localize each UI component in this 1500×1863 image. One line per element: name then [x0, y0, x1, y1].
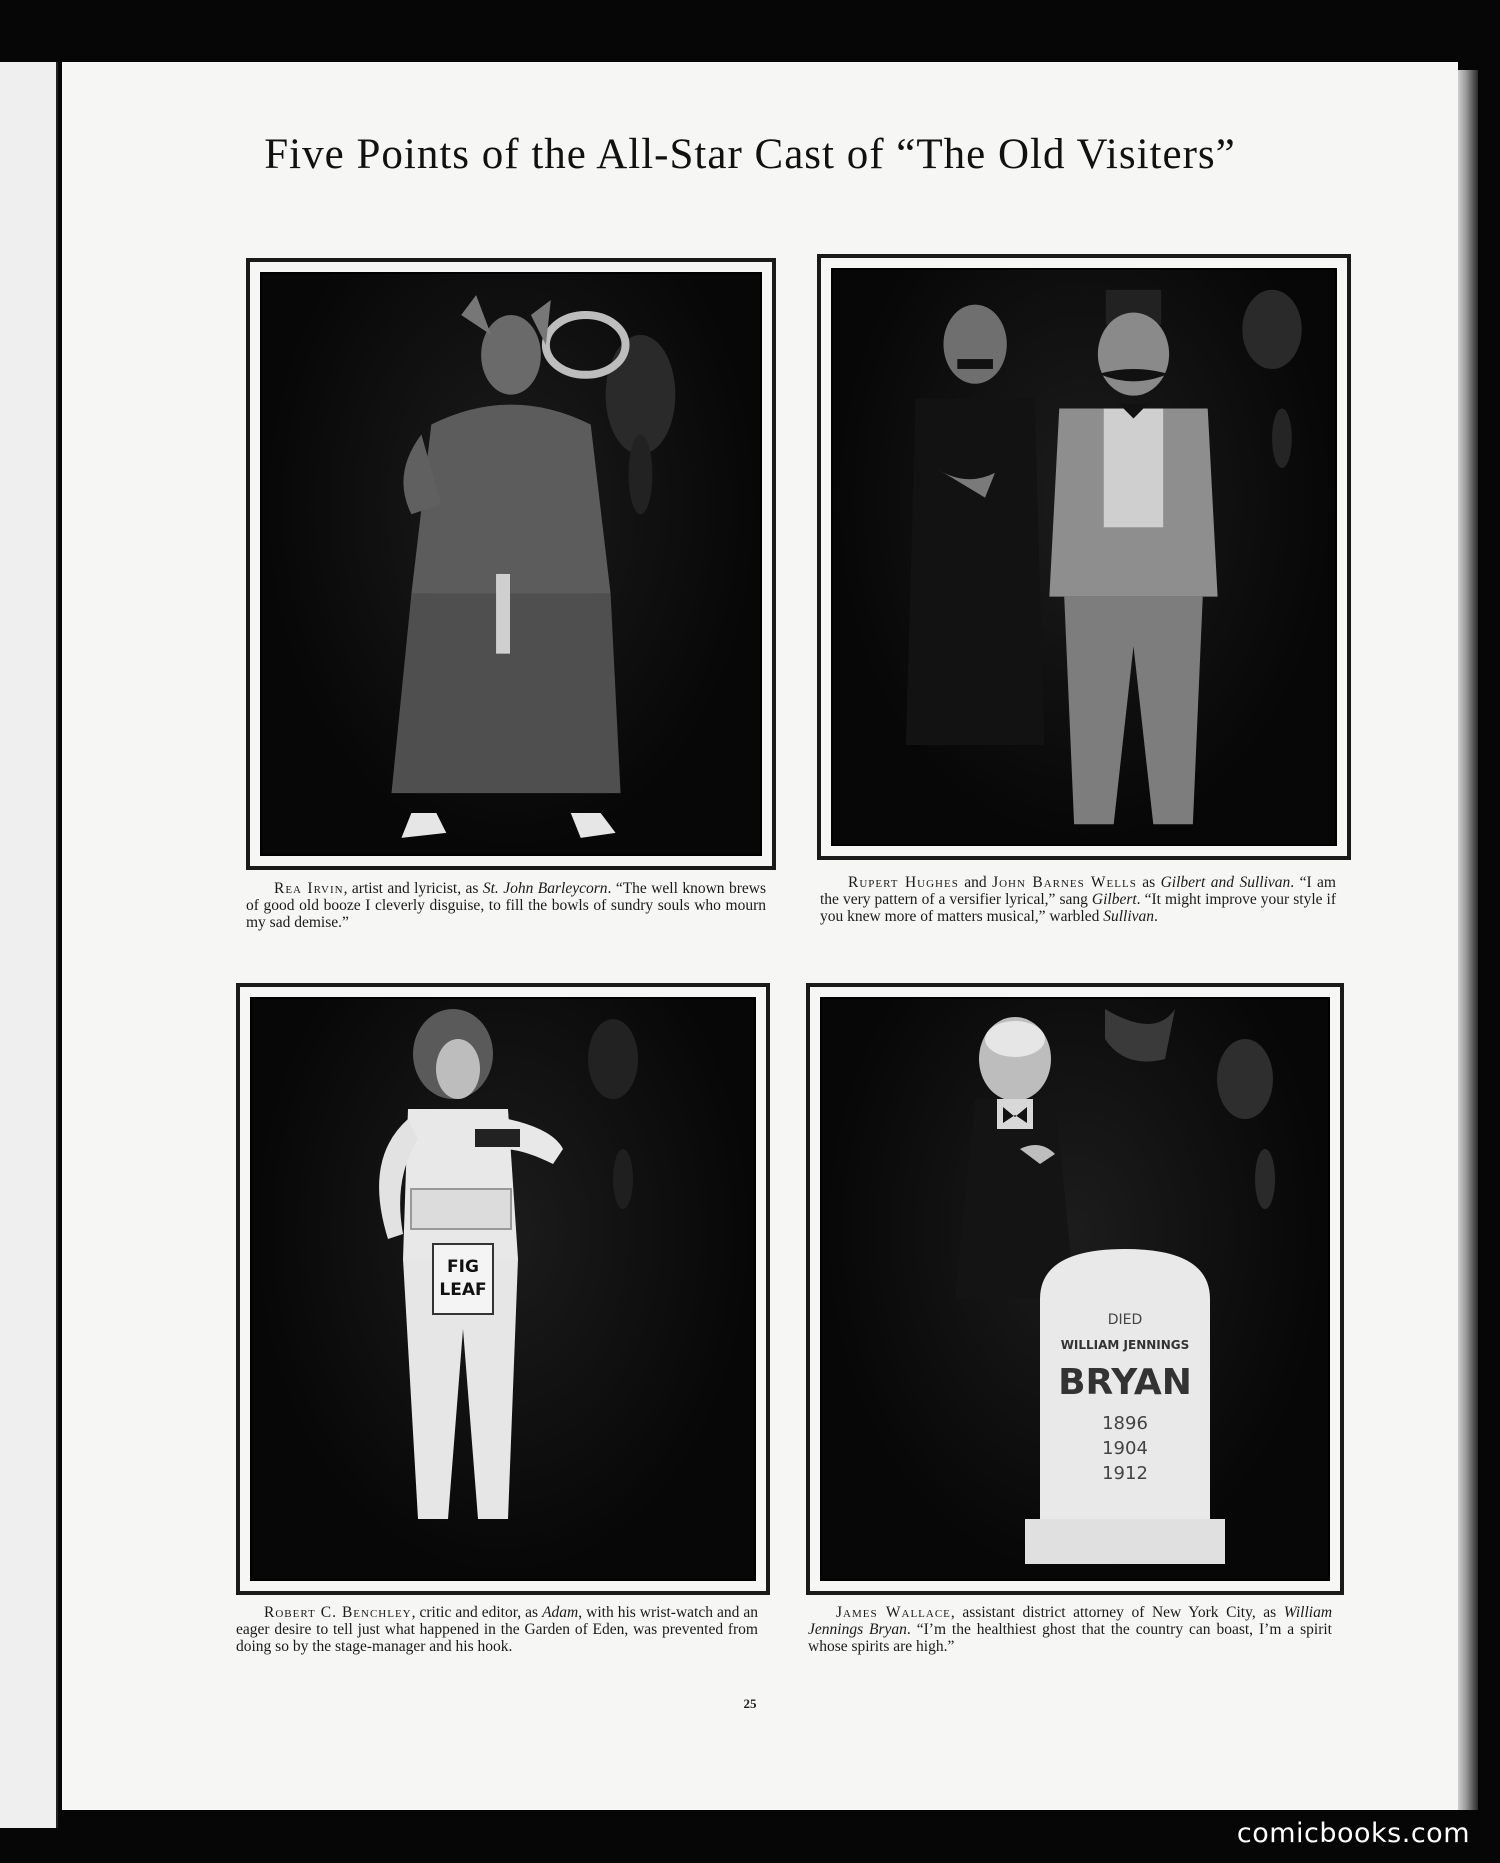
photo-st-john-barleycorn: [246, 258, 776, 870]
photo-figure-fig-leaf: [252, 999, 754, 1579]
photo-figure-halo-robe: [262, 274, 760, 854]
caption-role: William Jennings Bryan: [808, 1604, 1333, 1638]
caption-role: St. John Barleycorn: [482, 880, 608, 897]
caption-person-name-1: Rupert Hughes: [848, 874, 959, 891]
caption-st-john-barleycorn: Rea Irvin, artist and lyricist, as St. John Barleycorn. “The well known brews of good old booze I cleverly disguise, to fill the bowls of sundry souls who mourn my sad demise.”: [246, 880, 766, 931]
caption-person-name-2: John Barnes Wells: [992, 874, 1137, 891]
tombstone-year-3: 1912: [1102, 1463, 1148, 1484]
photo-gilbert-and-sullivan: [817, 254, 1351, 860]
photo-two-figures: [833, 270, 1335, 844]
page-title: Five Points of the All-Star Cast of “The Old Visiters”: [264, 131, 1236, 178]
tombstone-line-name: WILLIAM JENNINGS: [1060, 1338, 1190, 1352]
page-binding-edge: [1458, 70, 1478, 1810]
caption-person-name: James Wallace: [836, 1604, 951, 1621]
photo-william-jennings-bryan: [806, 983, 1344, 1595]
tombstone-line-bryan: BRYAN: [1058, 1362, 1192, 1403]
photo-adam: [236, 983, 770, 1595]
caption-adam: Robert C. Benchley, critic and editor, as Adam, with his wrist-watch and an eager desire to tell just what happened in the Garden of Eden, was prevented from doing so by the stage-manager and his hook.: [236, 1604, 758, 1655]
caption-gilbert-and-sullivan: Rupert Hughes and John Barnes Wells as Gilbert and Sullivan. “I am the very pattern of a versifier lyrical,” sang Gilbert. “It might improve your style if you knew more of matters musical,” warbled Sullivan.: [820, 874, 1337, 925]
tombstone-year-2: 1904: [1102, 1438, 1148, 1459]
left-page-edge: [0, 62, 58, 1828]
tombstone-line-died: DIED: [1107, 1312, 1143, 1328]
caption-role: Adam: [542, 1604, 579, 1621]
fig-leaf-sign-line-1: FIG: [447, 1257, 479, 1277]
caption-person-name: Robert C. Benchley: [264, 1604, 412, 1621]
page-number: 25: [743, 1696, 757, 1711]
caption-person-name: Rea Irvin: [274, 880, 344, 897]
fig-leaf-sign-line-2: LEAF: [439, 1280, 487, 1300]
caption-role: Gilbert and Sullivan: [1160, 874, 1291, 891]
caption-william-jennings-bryan: James Wallace, assistant district attorney of New York City, as William Jennings Bryan. “I’m the healthiest ghost that the country can boast, I’m a spirit whose spirits are high.”: [808, 1604, 1333, 1655]
photo-figure-tombstone: [822, 999, 1328, 1579]
watermark: comicbooks.com: [1236, 1818, 1470, 1849]
tombstone-year-1: 1896: [1102, 1413, 1148, 1434]
